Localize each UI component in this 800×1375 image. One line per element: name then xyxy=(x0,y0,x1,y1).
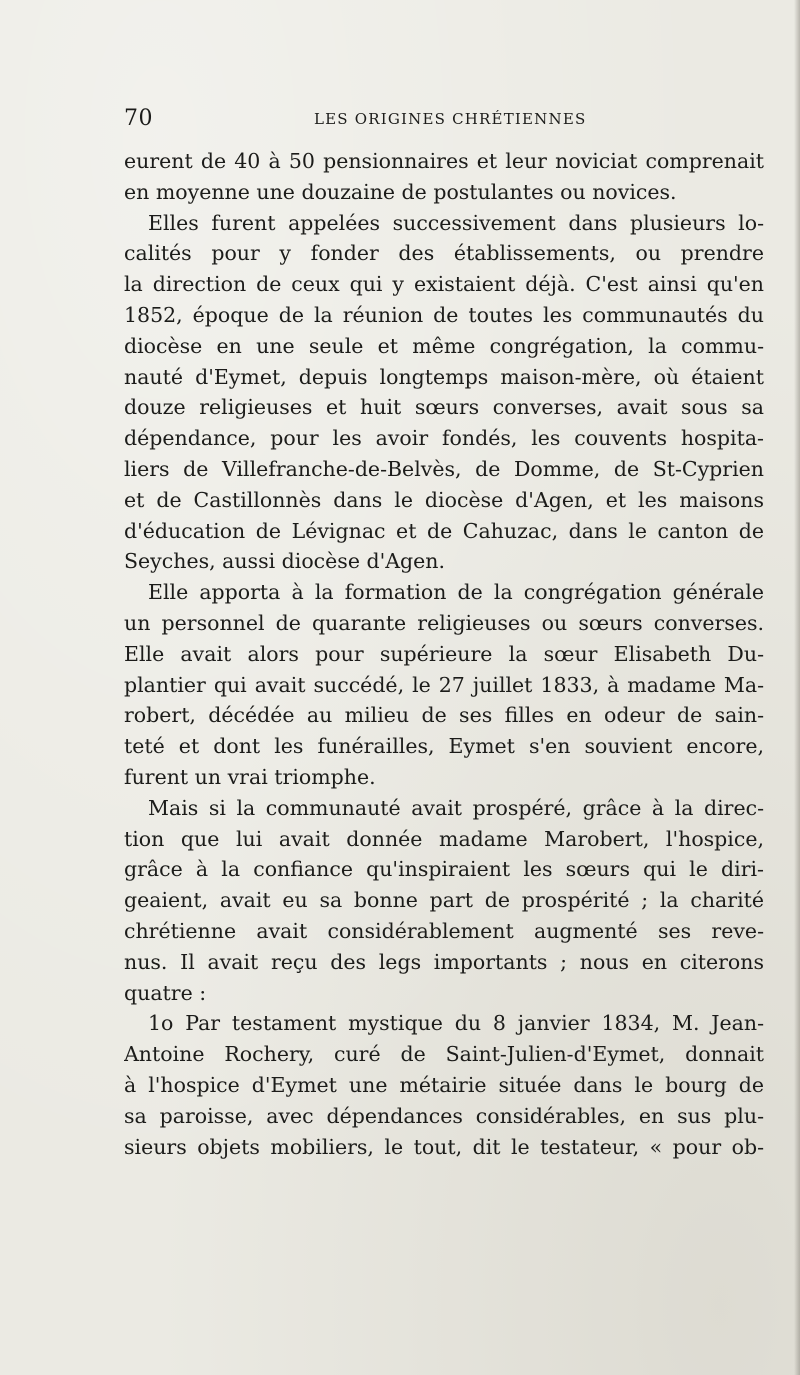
running-title: LES ORIGINES CHRÉTIENNES xyxy=(314,110,587,128)
text-line: à l'hospice d'Eymet une métairie située dans le bourg de xyxy=(124,1072,764,1097)
text-line: dépendance, pour les avoir fondés, les couvents hospita- xyxy=(124,426,764,451)
page-header xyxy=(124,104,764,134)
text-line: la direction de ceux qui y existaient déjà. C'est ainsi qu'en xyxy=(124,272,764,297)
text-line: sa paroisse, avec dépendances considérables, en sus plu- xyxy=(124,1103,764,1128)
text-line: 1852, époque de la réunion de toutes les communautés du xyxy=(124,302,764,327)
text-line: chrétienne avait considérablement augmenté ses reve- xyxy=(124,918,764,943)
page-edge-shadow xyxy=(794,0,800,1375)
text-line: Mais si la communauté avait prospéré, grâce à la direc- xyxy=(148,795,764,820)
text-line: nus. Il avait reçu des legs importants ; nous en citerons xyxy=(124,949,764,974)
text-line: calités pour y fonder des établissements, ou prendre xyxy=(124,241,764,266)
text-line: Elle apporta à la formation de la congrégation générale xyxy=(148,580,764,605)
text-line: tion que lui avait donnée madame Marobert, l'hospice, xyxy=(124,826,764,851)
page-number: 70 xyxy=(124,106,153,131)
text-line: Seyches, aussi diocèse d'Agen. xyxy=(124,549,446,574)
text-line: en moyenne une douzaine de postulantes ou novices. xyxy=(124,179,677,204)
text-line: eurent de 40 à 50 pensionnaires et leur noviciat comprenait xyxy=(124,149,764,173)
text-line: teté et dont les funérailles, Eymet s'en souvient encore, xyxy=(124,734,764,759)
text-line: Elle avait alors pour supérieure la sœur Elisabeth Du- xyxy=(124,641,764,666)
text-line: d'éducation de Lévignac et de Cahuzac, dans le canton de xyxy=(124,518,764,543)
text-line: diocèse en une seule et même congrégation, la commu- xyxy=(124,333,764,358)
text-line: sieurs objets mobiliers, le tout, dit le testateur, « pour ob- xyxy=(124,1134,764,1159)
text-line: un personnel de quarante religieuses ou sœurs converses. xyxy=(124,610,764,635)
text-line: douze religieuses et huit sœurs converses, avait sous sa xyxy=(124,395,764,420)
text-line: Elles furent appelées successivement dans plusieurs lo- xyxy=(148,210,764,235)
text-line: plantier qui avait succédé, le 27 juillet 1833, à madame Ma- xyxy=(124,672,764,697)
text-line: furent un vrai triomphe. xyxy=(124,764,376,789)
text-line: et de Castillonnès dans le diocèse d'Agen, et les maisons xyxy=(124,487,764,512)
text-line: grâce à la confiance qu'inspiraient les sœurs qui le diri- xyxy=(124,857,764,882)
text-line: geaient, avait eu sa bonne part de prospérité ; la charité xyxy=(124,888,764,913)
text-line: liers de Villefranche-de-Belvès, de Domme, de St-Cyprien xyxy=(124,456,764,481)
text-line: 1o Par testament mystique du 8 janvier 1834, M. Jean- xyxy=(148,1011,764,1036)
text-line: robert, décédée au milieu de ses filles en odeur de sain- xyxy=(124,703,764,728)
body-text xyxy=(124,146,764,1162)
text-line: nauté d'Eymet, depuis longtemps maison-mère, où étaient xyxy=(124,364,764,389)
text-line: quatre : xyxy=(124,980,207,1005)
text-line: Antoine Rochery, curé de Saint-Julien-d'Eymet, donnait xyxy=(124,1042,764,1067)
